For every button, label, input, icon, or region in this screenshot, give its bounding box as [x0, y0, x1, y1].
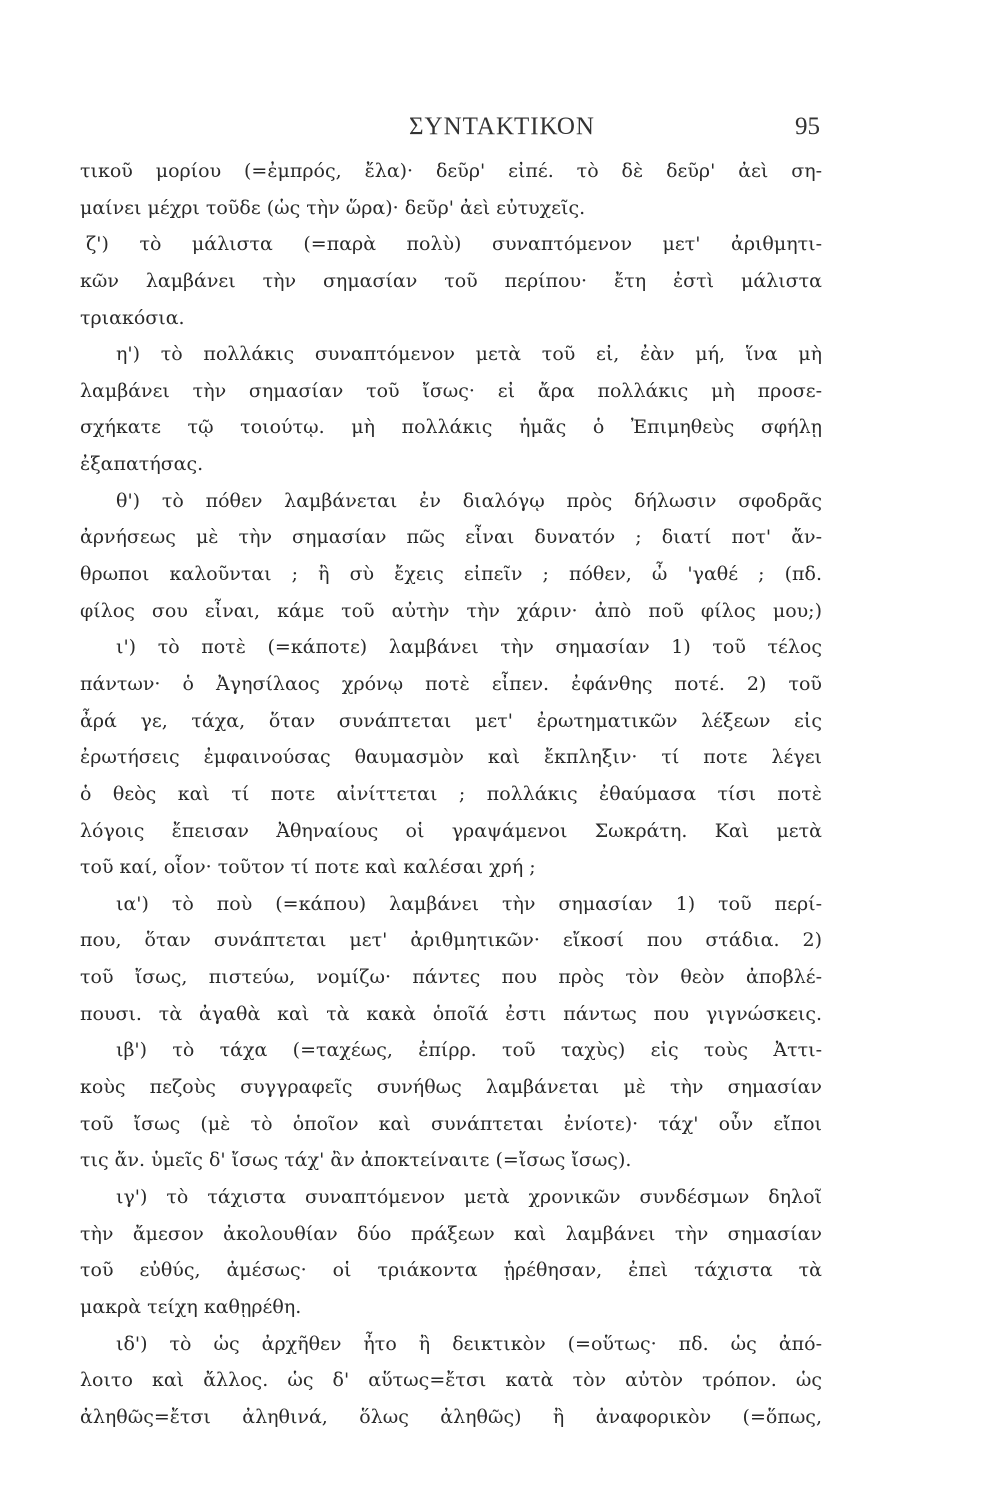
text-line: η') τὸ πολλάκις συναπτόμενον μετὰ τοῦ εἰ, ἐὰν μή, ἵνα μὴ	[116, 343, 822, 366]
text-line: ὁ θεὸς καὶ τί ποτε αἰνίττεται ; πολλάκις ἐθαύμασα τίσι ποτὲ	[80, 782, 822, 805]
text-line: ἆρά γε, τάχα, ὅταν συνάπτεται μετ' ἐρωτηματικῶν λέξεων εἰς	[80, 709, 822, 732]
text-line: πουσι. τὰ ἀγαθὰ καὶ τὰ κακὰ ὁποῖά ἐστι πάντως που γιγνώσκεις.	[80, 1002, 822, 1025]
page-number: 95	[795, 113, 820, 140]
text-line: μακρὰ τείχη καθῃρέθη.	[80, 1295, 302, 1318]
text-line: τοῦ ἴσως (μὲ τὸ ὁποῖον καὶ συνάπτεται ἐνίοτε)· τάχ' οὖν εἴποι	[80, 1112, 822, 1135]
text-line: ιδ') τὸ ὡς ἀρχῆθεν ἦτο ἢ δεικτικὸν (=οὕτως· πδ. ὡς ἀπό-	[116, 1332, 822, 1355]
text-line: λόγοις ἔπεισαν Ἀθηναίους οἱ γραψάμενοι Σωκράτη. Καὶ μετὰ	[80, 819, 822, 842]
running-title: ΣΥΝΤΑΚΤΙΚΟΝ	[409, 113, 595, 140]
text-line: λοιτο καὶ ἄλλος. ὡς δ' αὕτως=ἔτσι κατὰ τὸν αὐτὸν τρόπον. ὡς	[80, 1369, 822, 1392]
text-line: ἀρνήσεως μὲ τὴν σημασίαν πῶς εἶναι δυνατόν ; διατί ποτ' ἄν-	[80, 526, 822, 549]
text-line: τοῦ καί, οἷον· τοῦτον τί ποτε καὶ καλέσαι χρή ;	[80, 856, 536, 879]
text-line: φίλος σου εἶναι, κάμε τοῦ αὐτὴν τὴν χάριν· ἀπὸ ποῦ φίλος μου;)	[80, 599, 822, 622]
text-line: κοὺς πεζοὺς συγγραφεῖς συνήθως λαμβάνεται μὲ τὴν σημασίαν	[80, 1076, 822, 1099]
text-line: τὴν ἄμεσον ἀκολουθίαν δύο πράξεων καὶ λαμβάνει τὴν σημασίαν	[80, 1222, 822, 1245]
text-line: τις ἄν. ὑμεῖς δ' ἴσως τάχ' ἂν ἀποκτείναιτε (=ἴσως ἴσως).	[80, 1149, 632, 1172]
text-line: ιβ') τὸ τάχα (=ταχέως, ἐπίρρ. τοῦ ταχὺς) εἰς τοὺς Ἀττι-	[116, 1039, 822, 1062]
text-line: λαμβάνει τὴν σημασίαν τοῦ ἴσως· εἰ ἄρα πολλάκις μὴ προσε-	[80, 379, 822, 402]
text-line: ι') τὸ ποτὲ (=κάποτε) λαμβάνει τὴν σημασίαν 1) τοῦ τέλος	[116, 636, 822, 659]
text-line: σχήκατε τῷ τοιούτῳ. μὴ πολλάκις ἡμᾶς ὁ Ἐπιμηθεὺς σφήλῃ	[80, 416, 822, 439]
text-line: τικοῦ μορίου (=ἐμπρός, ἔλα)· δεῦρ' εἰπέ. τὸ δὲ δεῦρ' ἀεὶ ση-	[80, 160, 822, 182]
text-line: ἐρωτήσεις ἐμφαινούσας θαυμασμὸν καὶ ἔκπληξιν· τί ποτε λέγει	[80, 746, 822, 769]
text-line: ιγ') τὸ τάχιστα συναπτόμενον μετὰ χρονικῶν συνδέσμων δηλοῖ	[116, 1185, 822, 1208]
text-line: κῶν λαμβάνει τὴν σημασίαν τοῦ περίπου· ἔτη ἐστὶ μάλιστα	[80, 269, 822, 292]
text-line: πάντων· ὁ Ἀγησίλαος χρόνῳ ποτὲ εἶπεν. ἐφάνθης ποτέ. 2) τοῦ	[80, 672, 822, 695]
text-line: που, ὅταν συνάπτεται μετ' ἀριθμητικῶν· εἴκοσί που στάδια. 2)	[80, 929, 822, 952]
text-line: ζ') τὸ μάλιστα (=παρὰ πολὺ) συναπτόμενον μετ' ἀριθμητι-	[86, 233, 822, 256]
text-line: ια') τὸ ποὺ (=κάπου) λαμβάνει τὴν σημασίαν 1) τοῦ περί-	[116, 892, 822, 915]
text-line: θρωποι καλοῦνται ; ἢ σὺ ἔχεις εἰπεῖν ; πόθεν, ὦ 'γαθέ ; (πδ.	[80, 563, 822, 586]
text-line: ἐξαπατήσας.	[80, 453, 204, 476]
text-line: θ') τὸ πόθεν λαμβάνεται ἐν διαλόγῳ πρὸς δήλωσιν σφοδρᾶς	[116, 489, 822, 512]
text-line: τριακόσια.	[80, 306, 185, 329]
body-text	[80, 153, 822, 1435]
text-line: μαίνει μέχρι τοῦδε (ὡς τὴν ὥρα)· δεῦρ' ἀεὶ εὐτυχεῖς.	[80, 196, 586, 219]
text-line: τοῦ εὐθύς, ἀμέσως· οἱ τριάκοντα ᾑρέθησαν, ἐπεὶ τάχιστα τὰ	[80, 1259, 822, 1282]
text-line: τοῦ ἴσως, πιστεύω, νομίζω· πάντες που πρὸς τὸν θεὸν ἀποβλέ-	[80, 966, 822, 989]
text-line: ἀληθῶς=ἔτσι ἀληθινά, ὅλως ἀληθῶς) ἢ ἀναφορικὸν (=ὅπως,	[80, 1405, 822, 1428]
